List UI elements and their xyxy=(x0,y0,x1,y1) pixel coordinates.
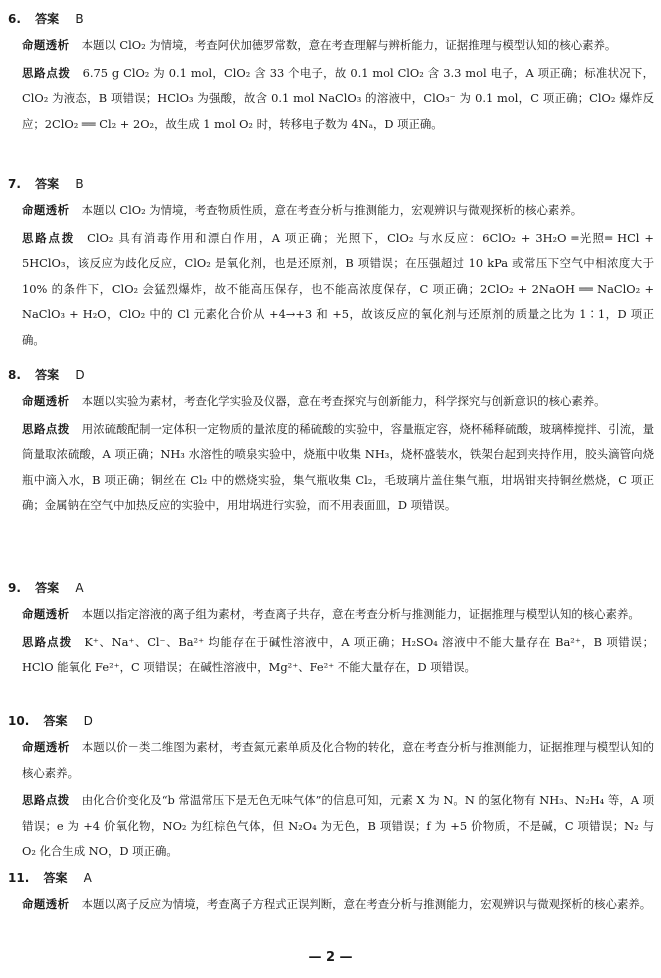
answer-item-7 xyxy=(8,176,654,356)
hint-paragraph xyxy=(8,61,654,138)
analysis-text: 本题以 ClO₂ 为情境，考查阿伏加德罗常数，意在考查理解与辨析能力，证据推理与模型认知的核心素养。 xyxy=(81,38,617,52)
answer-label: 答案 xyxy=(35,177,60,191)
page-number: — 2 — xyxy=(308,950,353,965)
analysis-label: 命题透析 xyxy=(22,897,70,911)
hint-label: 思路点拨 xyxy=(22,421,70,436)
hint-label: 思路点拨 xyxy=(22,793,70,808)
answer-item-8 xyxy=(8,367,654,521)
answer-value: B xyxy=(75,12,84,26)
answer-label: 答案 xyxy=(43,871,68,885)
answer-value: D xyxy=(75,368,85,382)
hint-paragraph xyxy=(8,226,654,354)
analysis-paragraph xyxy=(8,389,654,415)
answer-value: B xyxy=(75,177,84,191)
analysis-text: 本题以离子反应为情境，考查离子方程式正误判断，意在考查分析与推测能力，宏观辨识与微观探析的核心素养。 xyxy=(81,897,652,911)
analysis-text: 本题以实验为素材，考查化学实验及仪器，意在考查探究与创新能力，科学探究与创新意识的核心素养。 xyxy=(81,394,606,408)
answer-label: 答案 xyxy=(35,12,60,26)
answer-item-6 xyxy=(8,11,654,139)
hint-paragraph xyxy=(8,788,654,865)
answer-label: 答案 xyxy=(35,581,60,595)
answer-value: A xyxy=(83,871,92,885)
analysis-text: 本题以价－类二维图为素材，考查氮元素单质及化合物的转化，意在考查分析与推测能力，证据推理与模型认知的核心素养。 xyxy=(22,740,654,780)
hint-text: K⁺、Na⁺、Cl⁻、Ba²⁺ 均能存在于碱性溶液中，A 项正确；H₂SO₄ 溶液中不能大量存在 Ba²⁺，B 项错误；HClO 能氧化 Fe²⁺，C 项错误；在碱性溶液中，Mg²⁺、Fe²⁺ 不能大量存在，D 项错误。 xyxy=(22,634,654,675)
hint-text: 用浓硫酸配制一定体积一定物质的量浓度的稀硫酸的实验中，容量瓶定容，烧杯稀释硫酸，玻璃棒搅拌、引流，量筒量取浓硫酸，A 项正确；NH₃ 水溶性的喷泉实验中，烧瓶中收集 NH₃，烧杯盛装水，铁架台起到夹持作用，胶头滴管向烧瓶中滴入水，B 项正确；铜丝在 Cl₂ 中的燃烧实验，集气瓶收集 Cl₂，毛玻璃片盖住集气瓶，坩埚钳夹持铜丝燃烧，C 项正确；金属钠在空气中加热反应的实验中，用坩埚进行实验，而不用表面皿，D 项错误。 xyxy=(22,421,654,513)
hint-text: 6.75 g ClO₂ 为 0.1 mol，ClO₂ 含 33 个电子，故 0.1 mol ClO₂ 含 3.3 mol 电子，A 项正确；标准状况下，ClO₂ 为液态，B 项错误；HClO₃ 为强酸，故含 0.1 mol NaClO₃ 的溶液中，ClO₃⁻ 为 0.1 mol，C 项正确；ClO₂ 爆炸反应；2ClO₂ ══ Cl₂ + 2O₂，故生成 1 mol O₂ 时，转移电子数为 4Nₐ，D 项正确。 xyxy=(22,65,654,131)
question-header xyxy=(8,176,654,192)
answer-value: A xyxy=(75,581,84,595)
analysis-label: 命题透析 xyxy=(22,607,70,621)
analysis-text: 本题以指定溶液的离子组为素材，考查离子共存，意在考查分析与推测能力，证据推理与模型认知的核心素养。 xyxy=(81,607,640,621)
answer-item-9 xyxy=(8,580,654,683)
hint-text: ClO₂ 具有消毒作用和漂白作用，A 项正确；光照下，ClO₂ 与水反应：6ClO₂ + 3H₂O ═光照═ HCl + 5HClO₃，该反应为歧化反应，ClO₂ 是氧化剂，也是还原剂，B 项错误；在压强超过 10 kPa 或常压下空气中相浓度大于 10% 的条件下，ClO₂ 会猛烈爆炸，故不能高压保存，也不能高浓度保存，C 项正确；2ClO₂ + 2NaOH ══ NaClO₂ + NaClO₃ + H₂O，ClO₂ 中的 Cl 元素化合价从 +4→+3 和 +5，故该反应的氧化剂与还原剂的质量之比为 1∶1，D 项正确。 xyxy=(22,230,654,347)
question-header xyxy=(8,11,654,27)
answer-label: 答案 xyxy=(43,714,68,728)
hint-label: 思路点拨 xyxy=(22,65,71,80)
analysis-paragraph xyxy=(8,198,654,224)
question-header xyxy=(8,870,654,886)
hint-label: 思路点拨 xyxy=(22,230,76,245)
analysis-paragraph xyxy=(8,33,654,59)
analysis-label: 命题透析 xyxy=(22,394,70,408)
answer-item-11 xyxy=(8,870,654,920)
analysis-label: 命题透析 xyxy=(22,740,70,754)
question-number: 6. xyxy=(8,12,21,26)
question-number: 9. xyxy=(8,581,21,595)
question-number: 7. xyxy=(8,177,21,191)
hint-text: 由化合价变化及“b 常温常压下是无色无味气体”的信息可知，元素 X 为 N。N 的氢化物有 NH₃、N₂H₄ 等，A 项错误；e 为 +4 价氧化物，NO₂ 为红棕色气体，但 N₂O₄ 为无色，B 项错误；f 为 +5 价物质，不是碱，C 项错误；N₂ 与 O₂ 化合生成 NO，D 项正确。 xyxy=(22,793,654,859)
question-header xyxy=(8,713,654,729)
answer-item-10 xyxy=(8,713,654,867)
answer-label: 答案 xyxy=(35,368,60,382)
hint-paragraph xyxy=(8,417,654,519)
answer-value: D xyxy=(83,714,93,728)
question-number: 8. xyxy=(8,368,21,382)
analysis-text: 本题以 ClO₂ 为情境，考查物质性质，意在考查分析与推测能力，宏观辨识与微观探析的核心素养。 xyxy=(81,203,583,217)
analysis-paragraph xyxy=(8,602,654,628)
analysis-paragraph xyxy=(8,735,654,786)
question-number: 10. xyxy=(8,714,30,728)
hint-label: 思路点拨 xyxy=(22,634,73,649)
analysis-paragraph xyxy=(8,892,654,918)
question-header xyxy=(8,367,654,383)
question-header xyxy=(8,580,654,596)
analysis-label: 命题透析 xyxy=(22,38,70,52)
hint-paragraph xyxy=(8,630,654,681)
analysis-label: 命题透析 xyxy=(22,203,70,217)
question-number: 11. xyxy=(8,871,30,885)
